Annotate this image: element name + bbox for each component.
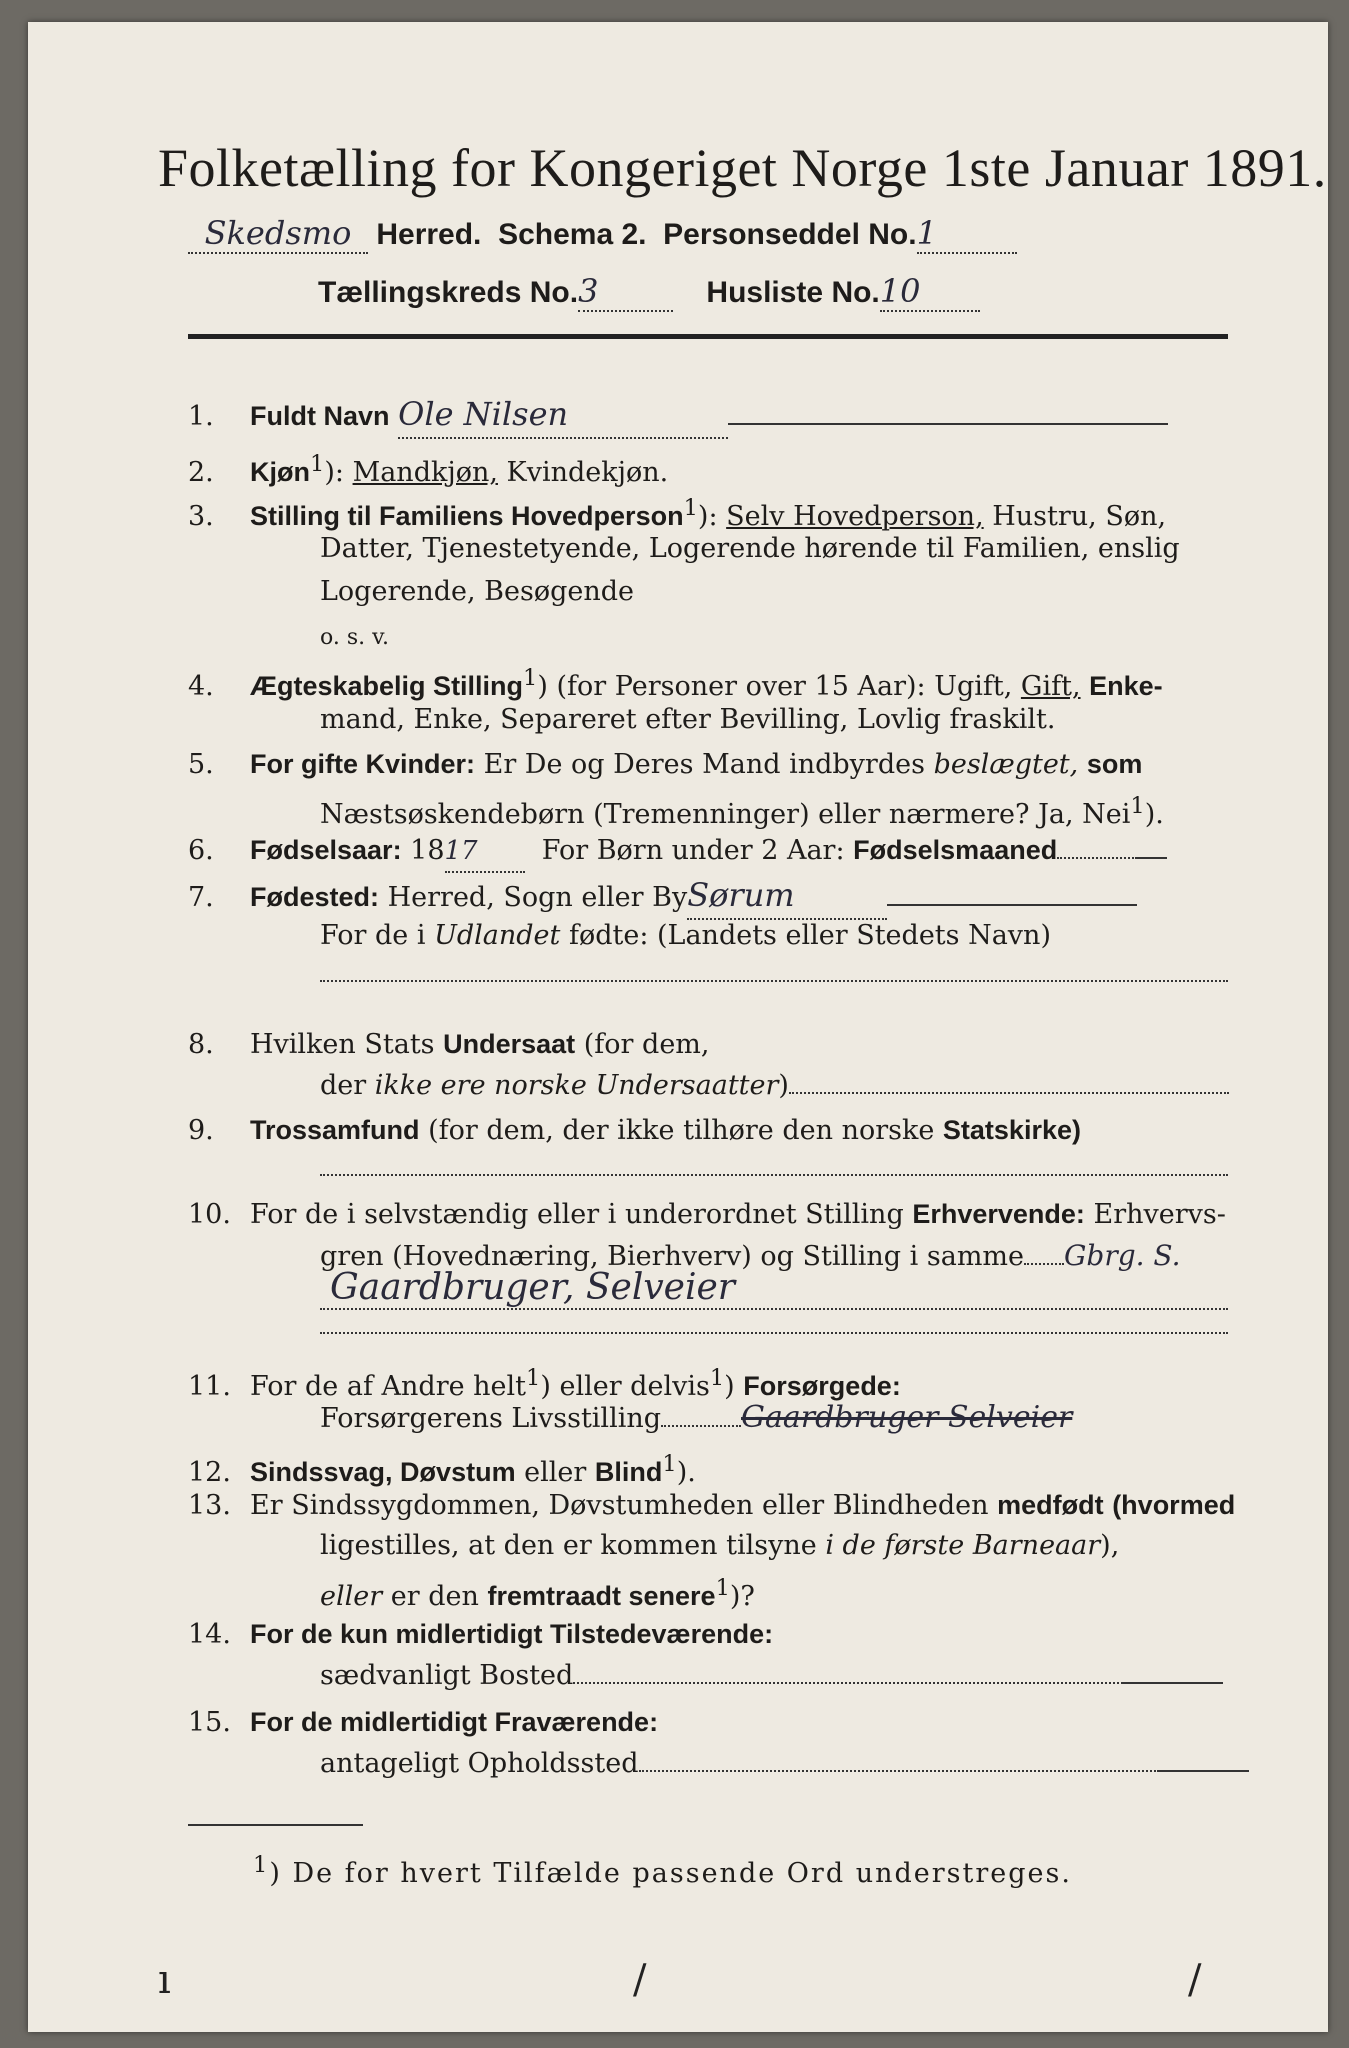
q13-label: medfødt <box>997 1490 1104 1520</box>
q6-label: Fødselsaar: <box>250 835 402 865</box>
edge-mark-right: / <box>1188 1957 1202 2003</box>
question-14: 14. For de kun midlertidigt Tilstedeværende: <box>188 1619 774 1650</box>
q7-blank-line <box>320 980 1228 982</box>
question-7: 7. Fødested: Herred, Sogn eller BySørum <box>188 875 1248 920</box>
q10-blank-line <box>320 1332 1228 1334</box>
footnote: $^1$) De for hvert Tilfælde passende Ord understreges. <box>253 1852 1072 1889</box>
q12-label: Sindssvag, Døvstum <box>250 1457 516 1487</box>
question-1: 1. Fuldt Navn Ole Nilsen <box>188 394 1248 439</box>
edge-mark-left: ı <box>158 1957 171 2003</box>
status-gift-underlined: Gift, <box>1020 671 1081 702</box>
q9-blank-line <box>320 1174 1228 1176</box>
q1-label: Fuldt Navn <box>250 401 390 431</box>
q8-label: Undersaat <box>443 1029 576 1059</box>
herred-line <box>188 214 1017 254</box>
question-8: 8. Hvilken Stats Undersaat (for dem, <box>188 1029 710 1060</box>
husliste-handwriting: 10 <box>879 272 921 310</box>
q14-label: For de kun midlertidigt Tilstedeværende: <box>250 1619 774 1649</box>
herred-label: Herred. <box>376 218 482 251</box>
birthplace-handwriting: Sørum <box>687 876 795 914</box>
kreds-handwriting: 3 <box>578 272 599 310</box>
birthyear-handwriting: 17 <box>444 836 478 866</box>
herred-handwriting: Skedsmo <box>204 214 352 252</box>
census-form: Folketælling for Kongeriget Norge 1ste Januar 1891. Skedsmo Herred. Schema 2. Personseddel No.1 Tællingskreds No.3 Husliste No.10 1. Fuldt Navn Ole Nilsen 2. Kjøn$^1$): Mandkjøn, Kvindekjøn. 3. Stilling til Familiens Hovedperson$^1$): Selv Hovedperson, Hustru, Søn, Datter, Tjenestetyende, Logerende hørende til Familien, enslig Logerende, Besøgende o. s. v. 4. Ægteskabelig Stilling$^1$) (for Personer over 15 Aar): Ugift, Gift, Enke- mand, Enke, Separeret efter Bevilling, Lovlig fraskilt. 5. For gifte Kvinder: Er De og Deres Mand indbyrdes beslægtet, som Næstsøskendebørn (Tremenninger) eller nærmere? Ja, Nei$^1$). 6. Fødselsaar: 1817 For Børn under 2 Aar: Fødselsmaaned 7. Fødested: Herred, Sogn eller BySørum For de i Udlandet fødte: (Landets eller Stedets Navn) 8. Hvilken Stats Undersaat (for dem, der ikke ere norske Undersaatter) 9. Trossamfund (for dem, der ikke tilhøre den norske Statskirke) 10. For de i selvstændig eller i underordnet Stilling Erhvervende: Erhvervs- gren (Hovednæring, Bierhverv) og Stilling i samme Gbrg. S. Gaardbruger, Selveier 11. For de af Andre helt$^1$) eller delvis$^1$) Forsørgede: Forsørgerens Livsstilling Gaardbruger Selveier 12. Sindssvag, Døvstum eller Blind$^1$). 13. Er Sindssygdommen, Døvstumheden eller Blindheden medfødt (hvormed ligestilles, at den er kommen tilsyne i de første Barneaar), eller er den fremtraadt senere$^1$)? 14. For de kun midlertidigt Tilstedeværende: sædvanligt Bosted 15. For de midlertidigt Fraværende: antageligt Opholdssted $^1$) De for hvert Tilfælde passende Ord understreges. ı / / <box>28 22 1328 2032</box>
question-10: 10. For de i selvstændig eller i underordnet Stilling Erhvervende: Erhvervs- <box>188 1199 1226 1230</box>
footnote-rule <box>188 1824 363 1826</box>
personseddel-handwriting: 1 <box>916 214 937 252</box>
question-2: 2. Kjøn$^1$): Mandkjøn, Kvindekjøn. <box>188 451 669 488</box>
kreds-line <box>318 272 980 312</box>
status-selv-underlined: Selv Hovedperson, <box>726 501 984 532</box>
kreds-label: Tællingskreds No. <box>318 276 579 309</box>
q5-label: For gifte Kvinder: <box>250 749 476 779</box>
q3-label: Stilling til Familiens Hovedperson <box>250 501 684 531</box>
question-5: 5. For gifte Kvinder: Er De og Deres Mand indbyrdes beslægtet, som <box>188 749 1143 780</box>
question-6: 6. Fødselsaar: 1817 For Børn under 2 Aar: Fødselsmaaned <box>188 830 1248 873</box>
q2-label: Kjøn <box>250 457 310 487</box>
q11-label: Forsørgede: <box>743 1371 901 1401</box>
question-4: 4. Ægteskabelig Stilling$^1$) (for Personer over 15 Aar): Ugift, Gift, Enke- <box>188 665 1163 702</box>
occupation-handwriting: Gaardbruger, Selveier <box>330 1267 736 1308</box>
question-3: 3. Stilling til Familiens Hovedperson$^1$): Selv Hovedperson, Hustru, Søn, <box>188 495 1167 532</box>
question-12: 12. Sindssvag, Døvstum eller Blind$^1$). <box>188 1451 696 1488</box>
question-9: 9. Trossamfund (for dem, der ikke tilhøre den norske Statskirke) <box>188 1115 1081 1146</box>
edge-mark-center: / <box>633 1957 647 2003</box>
header-rule <box>188 334 1228 339</box>
personseddel-label: Personseddel No. <box>663 218 917 251</box>
occupation-short-handwriting: Gbrg. S. <box>1064 1239 1181 1272</box>
q7-label: Fødested: <box>250 882 380 912</box>
q15-label: For de midlertidigt Fraværende: <box>250 1707 659 1737</box>
question-11: 11. For de af Andre helt$^1$) eller delvis$^1$) Forsørgede: <box>188 1365 901 1402</box>
q9-label: Trossamfund <box>250 1115 420 1145</box>
gender-male-underlined: Mandkjøn, <box>352 457 498 488</box>
husliste-label: Husliste No. <box>706 276 880 309</box>
provider-handwriting-struck: Gaardbruger Selveier <box>741 1400 1073 1435</box>
q10-label: Erhvervende: <box>912 1199 1085 1229</box>
q4-label: Ægteskabelig Stilling <box>250 671 524 701</box>
question-15: 15. For de midlertidigt Fraværende: <box>188 1707 659 1738</box>
schema-label: Schema 2. <box>498 218 647 251</box>
question-13: 13. Er Sindssygdommen, Døvstumheden eller Blindheden medfødt (hvormed <box>188 1490 1236 1521</box>
name-handwriting: Ole Nilsen <box>398 395 569 433</box>
form-title: Folketælling for Kongeriget Norge 1ste Januar 1891. <box>158 138 1327 198</box>
